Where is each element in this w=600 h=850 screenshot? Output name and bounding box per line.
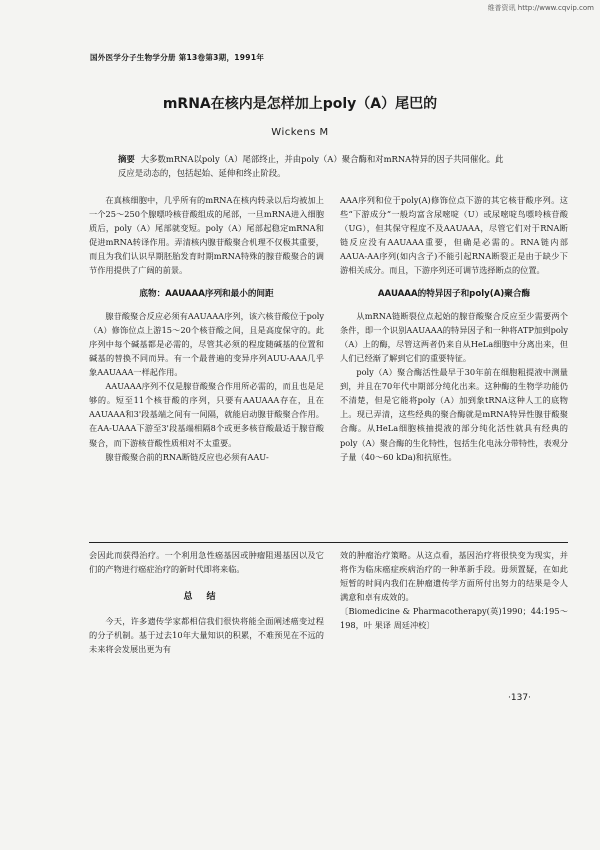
watermark: 维普资讯 http://www.cqvip.com (487, 4, 594, 12)
previous-article-right (340, 548, 568, 633)
paragraph: 效的肿瘤治疗策略。从这点看，基因治疗将很快变为现实，并将作为临床癌症疾病治疗的一种革新手段。毋须置疑，在如此短暂的时间内我们在肿瘤遗传学方面所付出努力的结果是令人满意和卓有成效的。 (340, 550, 568, 603)
paragraph: 腺苷酸聚合反应必须有AAUAAA序列，该六核苷酸位于poly（A）修饰位点上游15～20个核苷酸之间，且是高度保守的。此序列中每个碱基都是必需的，尽管其必须的程度随碱基的位置和碱基的替换不同而异。有一个最普遍的变异序列AUU-AAA几乎象AAUAAA一样起作用。 (89, 310, 324, 378)
page-number: ·137· (508, 693, 531, 703)
paragraph: AAA序列和位于poly(A)修饰位点下游的其它核苷酸序列。这些“下游成分”一般均富含尿嘧啶（U）或尿嘧啶鸟嘌呤核苷酸（UG），但其保守程度不及AAUAAA，尽管它们对于RNA断链反应没有AAUAAA重要，但确是必需的。RNA链内部AAUA-AA序列(如内含子)不能引起RNA断裂正是由于缺少下游相关成分。而且，下游序列还可调节选择断点的位置。 (340, 195, 568, 276)
article-title: mRNA在核内是怎样加上poly（A）尾巴的 (162, 96, 438, 112)
section-heading: 底物：AAUAAA序列和最小的间距 (139, 288, 274, 299)
previous-article-left (89, 548, 324, 657)
paragraph: 在真核细胞中，几乎所有的mRNA在核内转录以后均被加上一个25～250个腺嘌呤核苷酸组成的尾部，一旦mRNA进入细胞质后，poly（A）尾部就变短。poly（A）尾部起稳定mRNA和促进mRNA转译作用。弄清核内腺苷酸聚合机理不仅极其重要，而且为我们认识早期胚胎发育时期mRNA特殊的腺苷酸聚合的调节作用提供了广阔的前景。 (89, 195, 324, 276)
author: Wickens M (271, 127, 329, 138)
reference-citation: 〔Biomedicine & Pharmacotherapy(英)1990；44:195～198，叶 果译 周廷冲校〕 (340, 606, 568, 631)
article-divider (89, 542, 568, 543)
paragraph: poly（A）聚合酶活性最早于30年前在细胞粗提液中测量到，并且在70年代中期部分纯化出来。这种酶的生物学功能仍不清楚，但是它能将poly（A）加到象tRNA这种人工的底物上。现已弄清，这些经典的聚合酶就是mRNA特异性腺苷酸聚合酶。从HeLa细胞核抽提液的部分纯化活性就具有经典的poly（A）聚合酶的生化特性，包括生化电泳分带特性，表观分子量（40～60 kDa)和抗原性。 (340, 367, 569, 462)
journal-header: 国外医学分子生物学分册 第13卷第3期，1991年 (90, 53, 265, 62)
summary-heading: 总结 (183, 592, 230, 603)
abstract (118, 152, 504, 180)
paragraph: 从mRNA链断裂位点起始的腺苷酸聚合反应至少需要两个条件，即一个识别AAUAAA的特异因子和一种将ATP加到poly（A）上的酶，尽管这两者仍来自从HeLa细胞中分离出来，但人们已经渐了解到它们的重要特征。 (340, 310, 568, 363)
paragraph: 会因此而获得治疗。一个利用急性癌基因或肿瘤阻遏基因以及它们的产物进行癌症治疗的新时代即将来临。 (89, 550, 324, 575)
abstract-text: 大多数mRNA以poly（A）尾部终止，并由poly（A）聚合酶和对mRNA特异的因子共同催化。此反应是动态的，包括起始、延伸和终止阶段。 (118, 154, 504, 178)
right-column (340, 193, 568, 464)
section-heading: AAUAAA的特异因子和poly(A)聚合酶 (377, 288, 531, 299)
paragraph: AAUAAA序列不仅是腺苷酸聚合作用所必需的，而且也是足够的。短至11个核苷酸的序列，只要有AAUAAA存在，且在AAUAAA和3'段基端之间有一间隔，就能启动腺苷酸聚合作用。在AA-UAAA下游至3'段基端相隔8个或更多核苷酸最适于腺苷酸聚合，而下游核苷酸性质相对不太重要。 (89, 381, 324, 448)
abstract-label: 摘要 (118, 154, 135, 164)
paragraph: 腺苷酸聚合前的RNA断链反应也必须有AAU- (105, 451, 269, 462)
paragraph: 今天，许多遗传学家都相信我们很快将能全面阐述癌变过程的分子机制。基于过去10年大量知识的积累，不难预见在不远的未来将会发展出更为有 (89, 616, 324, 655)
left-column (89, 193, 324, 464)
